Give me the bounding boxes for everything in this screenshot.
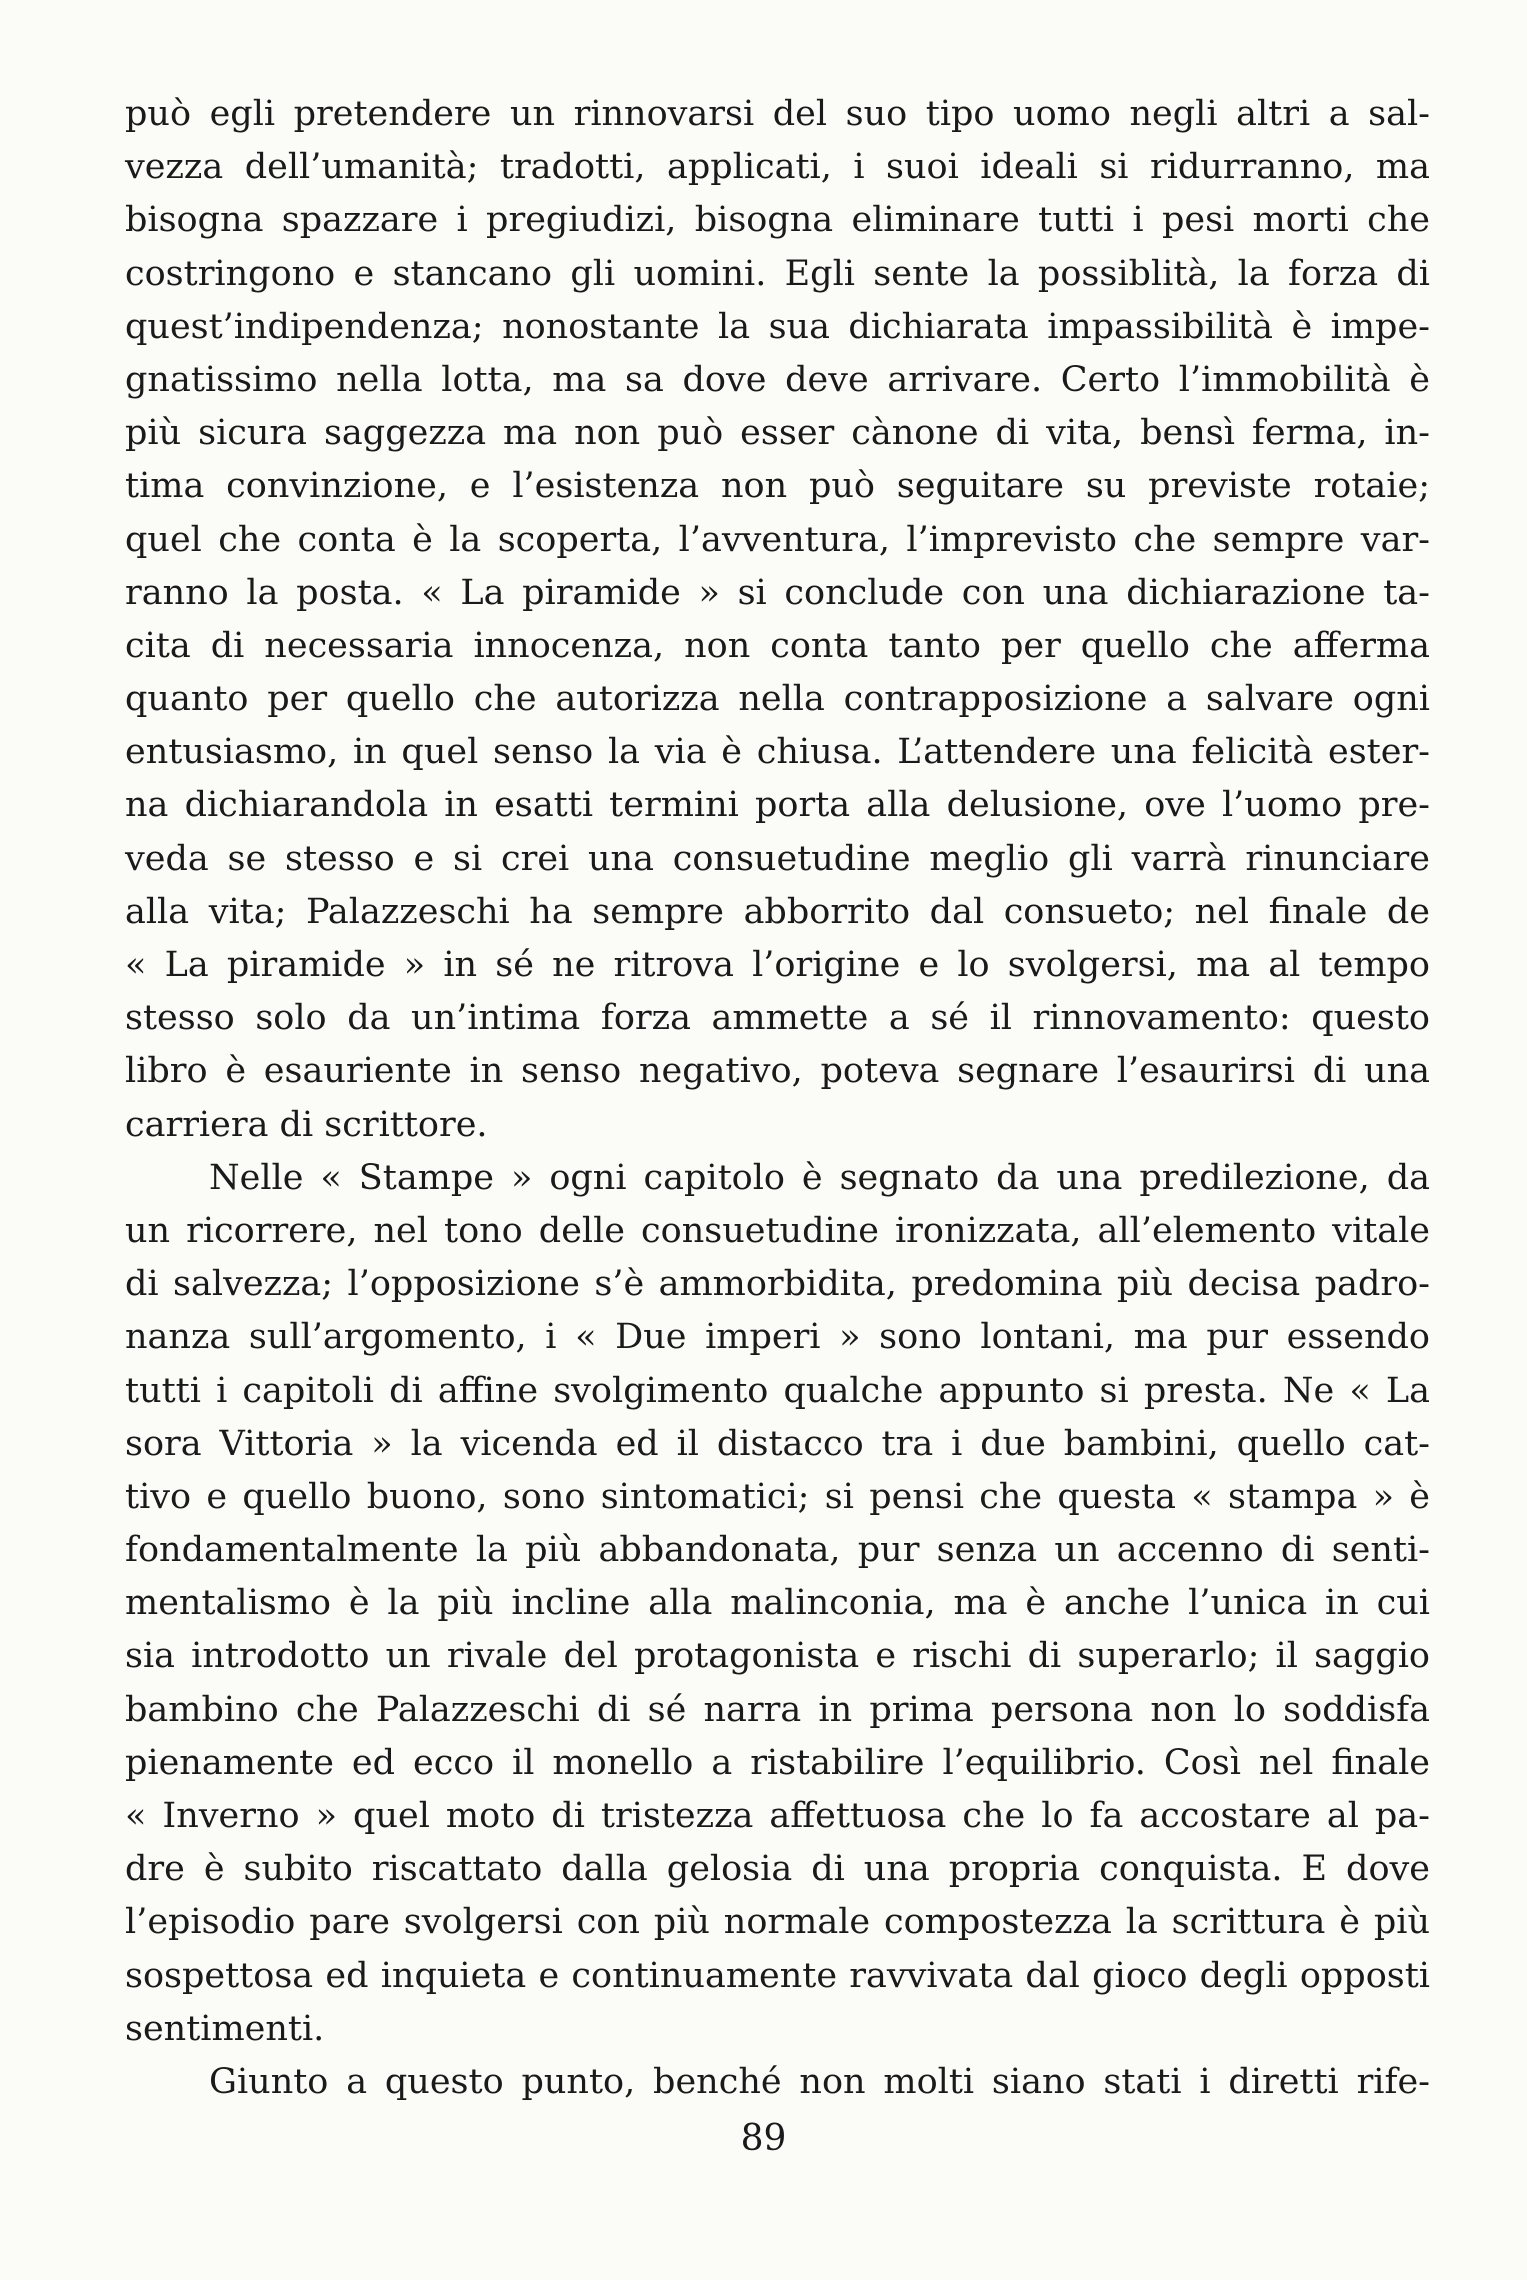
body-text — [125, 88, 1430, 2109]
text-line: Nelle « Stampe » ogni capitolo è segnato da una predilezione, da — [209, 1157, 1430, 1198]
text-line: costringono e stancano gli uomini. Egli sente la possiblità, la forza di — [125, 253, 1430, 294]
text-line: dre è subito riscattato dalla gelosia di una propria conquista. E dove — [125, 1849, 1430, 1890]
text-line: tutti i capitoli di affine svolgimento qualche appunto si presta. Ne « La — [125, 1370, 1430, 1411]
text-line: tivo e quello buono, sono sintomatici; si pensi che questa « stampa » è — [125, 1476, 1430, 1517]
text-line: sora Vittoria » la vicenda ed il distacco tra i due bambini, quello cat- — [125, 1423, 1430, 1464]
text-line: entusiasmo, in quel senso la via è chiusa. L’attendere una felicità ester- — [125, 732, 1430, 773]
text-line: quanto per quello che autorizza nella contrapposizione a salvare ogni — [125, 679, 1430, 720]
text-line: « Inverno » quel moto di tristezza affettuosa che lo fa accostare al pa- — [125, 1796, 1430, 1836]
text-line: veda se stesso e si crei una consuetudine meglio gli varrà rinunciare — [125, 838, 1430, 879]
text-line: più sicura saggezza ma non può esser cànone di vita, bensì ferma, in- — [125, 413, 1430, 454]
text-line: carriera di scrittore. — [125, 1104, 488, 1145]
text-line: sospettosa ed inquieta e continuamente ravvivata dal gioco degli opposti — [125, 1955, 1430, 1996]
text-line: libro è esauriente in senso negativo, poteva segnare l’esaurirsi di una — [125, 1051, 1430, 1092]
text-line: un ricorrere, nel tono delle consuetudine ironizzata, all’elemento vitale — [125, 1210, 1430, 1251]
text-line: l’episodio pare svolgersi con più normale compostezza la scrittura è più — [125, 1902, 1430, 1943]
text-line: mentalismo è la più incline alla malinconia, ma è anche l’unica in cui — [125, 1583, 1430, 1624]
text-line: vezza dell’umanità; tradotti, applicati, i suoi ideali si ridurranno, ma — [125, 147, 1430, 188]
text-line: stesso solo da un’intima forza ammette a sé il rinnovamento: questo — [125, 998, 1430, 1039]
text-line: nanza sull’argomento, i « Due imperi » sono lontani, ma pur essendo — [125, 1317, 1430, 1358]
text-line: sentimenti. — [125, 2008, 325, 2049]
text-line: na dichiarandola in esatti termini porta alla delusione, ove l’uomo pre- — [125, 785, 1430, 826]
text-line: gnatissimo nella lotta, ma sa dove deve arrivare. Certo l’immobilità è — [125, 359, 1430, 400]
text-line: sia introdotto un rivale del protagonista e rischi di superarlo; il saggio — [125, 1636, 1430, 1677]
text-line: può egli pretendere un rinnovarsi del suo tipo uomo negli altri a sal- — [125, 94, 1430, 134]
text-line: Giunto a questo punto, benché non molti siano stati i diretti rife- — [209, 2061, 1430, 2102]
text-line: « La piramide » in sé ne ritrova l’origine e lo svolgersi, ma al tempo — [125, 945, 1430, 985]
text-line: cita di necessaria innocenza, non conta tanto per quello che afferma — [125, 625, 1430, 666]
text-line: tima convinzione, e l’esistenza non può seguitare su previste rotaie; — [125, 466, 1430, 507]
text-line: fondamentalmente la più abbandonata, pur senza un accenno di senti- — [125, 1530, 1430, 1571]
text-line: alla vita; Palazzeschi ha sempre abborrito dal consueto; nel finale de — [125, 891, 1430, 932]
text-line: quest’indipendenza; nonostante la sua dichiarata impassibilità è impe- — [125, 306, 1430, 347]
page-number: 89 — [740, 2118, 787, 2159]
text-line: pienamente ed ecco il monello a ristabilire l’equilibrio. Così nel finale — [125, 1742, 1430, 1783]
text-line: di salvezza; l’opposizione s’è ammorbidita, predomina più decisa padro- — [125, 1264, 1430, 1305]
text-line: ranno la posta. « La piramide » si conclude con una dichiarazione ta- — [125, 572, 1430, 613]
text-line: bisogna spazzare i pregiudizi, bisogna eliminare tutti i pesi morti che — [125, 200, 1430, 241]
text-line: quel che conta è la scoperta, l’avventura, l’imprevisto che sempre var- — [125, 519, 1430, 560]
text-line: bambino che Palazzeschi di sé narra in prima persona non lo soddisfa — [125, 1689, 1430, 1730]
